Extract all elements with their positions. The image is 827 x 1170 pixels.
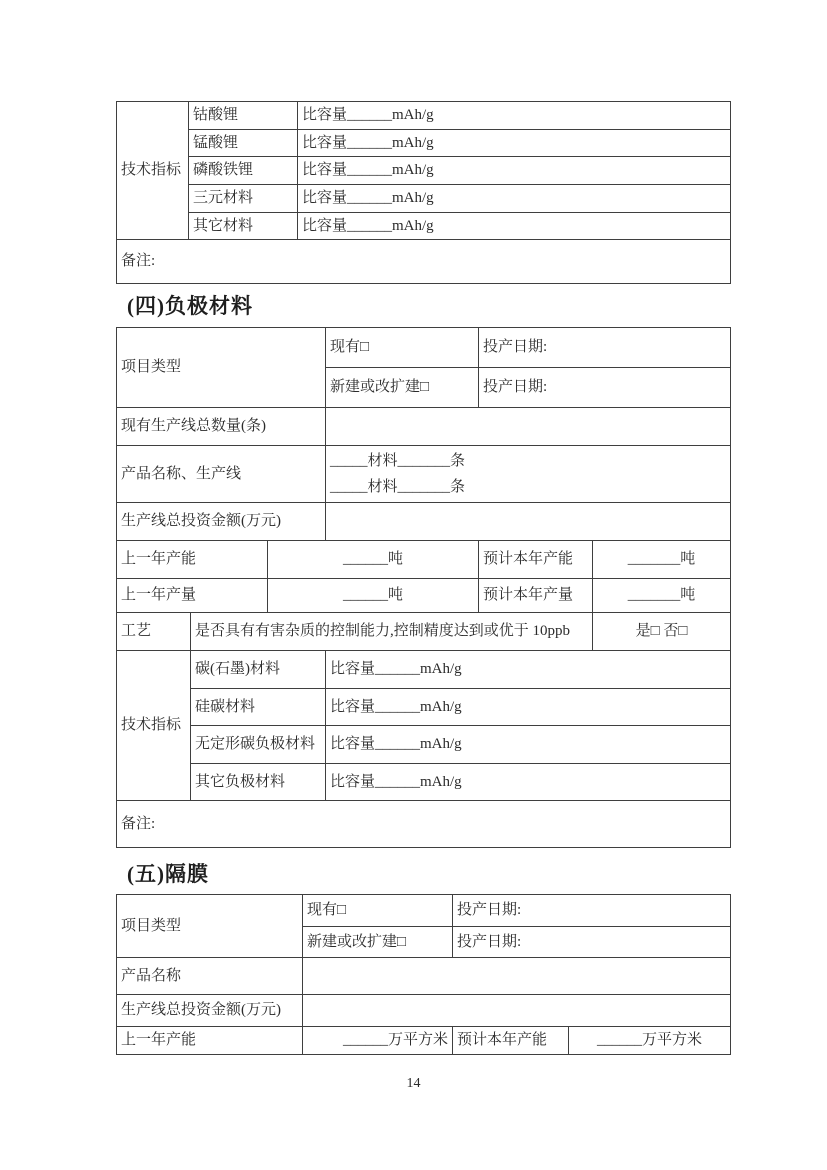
material-cell: 其它负极材料 [191, 764, 326, 801]
checkbox-new-or-expanded: 新建或改扩建□ [303, 927, 453, 958]
capacity-field: 比容量______mAh/g [298, 130, 731, 157]
product-line-blank-1: _____材料_______条 [330, 453, 466, 469]
last-year-output-value: ______吨 [268, 579, 479, 613]
process-label: 工艺 [117, 613, 191, 651]
this-year-capacity-value: ______万平方米 [569, 1027, 731, 1055]
last-year-capacity-value: ______吨 [268, 541, 479, 579]
process-question: 是否具有有害杂质的控制能力,控制精度达到或优于 10ppb [191, 613, 593, 651]
anode-table [116, 327, 731, 848]
this-year-capacity-value: _______吨 [593, 541, 731, 579]
page-number: 14 [406, 1076, 421, 1091]
spec-label-cell: 技术指标 [117, 102, 189, 240]
material-cell: 钴酸锂 [189, 102, 298, 130]
capacity-field: 比容量______mAh/g [298, 102, 731, 130]
last-year-capacity-label: 上一年产能 [117, 541, 268, 579]
product-line-label: 产品名称、生产线 [117, 446, 326, 503]
line-count-value [326, 408, 731, 446]
document-page-content [116, 101, 732, 1055]
last-year-capacity-label: 上一年产能 [117, 1027, 303, 1055]
separator-section-title: (五)隔膜 [127, 862, 209, 886]
checkbox-new-or-expanded: 新建或改扩建□ [326, 368, 479, 408]
material-cell: 硅碳材料 [191, 689, 326, 726]
project-type-label: 项目类型 [117, 328, 326, 408]
capacity-field: 比容量______mAh/g [326, 651, 731, 689]
last-year-capacity-value: ______万平方米 [303, 1027, 453, 1055]
material-cell: 三元材料 [189, 185, 298, 213]
product-line-blank-2: _____材料_______条 [330, 479, 466, 495]
material-cell: 其它材料 [189, 213, 298, 240]
production-date-field: 投产日期: [453, 927, 731, 958]
spec-label-cell: 技术指标 [117, 651, 191, 801]
checkbox-existing: 现有□ [303, 895, 453, 927]
remark-cell: 备注: [117, 240, 731, 284]
anode-section-title: (四)负极材料 [127, 294, 253, 318]
material-cell: 锰酸锂 [189, 130, 298, 157]
production-date-field: 投产日期: [453, 895, 731, 927]
remark-cell: 备注: [117, 801, 731, 848]
investment-label: 生产线总投资金额(万元) [117, 995, 303, 1027]
production-date-field: 投产日期: [479, 328, 731, 368]
capacity-field: 比容量______mAh/g [298, 185, 731, 213]
last-year-output-label: 上一年产量 [117, 579, 268, 613]
product-name-label: 产品名称 [117, 958, 303, 995]
material-cell: 碳(石墨)材料 [191, 651, 326, 689]
separator-table [116, 894, 731, 1055]
production-date-field: 投产日期: [479, 368, 731, 408]
investment-label: 生产线总投资金额(万元) [117, 503, 326, 541]
material-cell: 无定形碳负极材料 [191, 726, 326, 764]
material-cell: 磷酸铁锂 [189, 157, 298, 185]
checkbox-existing: 现有□ [326, 328, 479, 368]
this-year-output-label: 预计本年产量 [479, 579, 593, 613]
line-count-label: 现有生产线总数量(条) [117, 408, 326, 446]
capacity-field: 比容量______mAh/g [298, 157, 731, 185]
capacity-field: 比容量______mAh/g [326, 764, 731, 801]
this-year-capacity-label: 预计本年产能 [453, 1027, 569, 1055]
product-line-value [326, 446, 731, 503]
capacity-field: 比容量______mAh/g [326, 726, 731, 764]
project-type-label: 项目类型 [117, 895, 303, 958]
process-yes-no-checkboxes: 是□ 否□ [593, 613, 731, 651]
capacity-field: 比容量______mAh/g [326, 689, 731, 726]
this-year-capacity-label: 预计本年产能 [479, 541, 593, 579]
capacity-field: 比容量______mAh/g [298, 213, 731, 240]
cathode-spec-table [116, 101, 731, 284]
this-year-output-value: _______吨 [593, 579, 731, 613]
product-name-value [303, 958, 731, 995]
investment-value [303, 995, 731, 1027]
investment-value [326, 503, 731, 541]
